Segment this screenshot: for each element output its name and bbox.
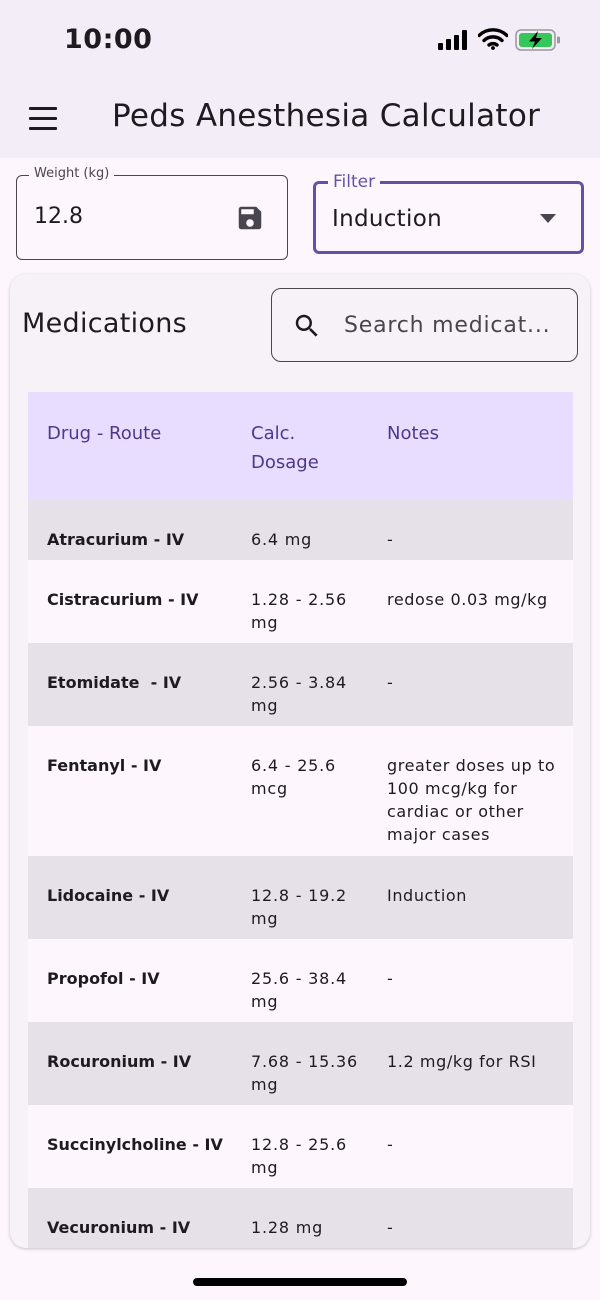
hamburger-menu-icon [29, 117, 57, 120]
cell-notes: - [387, 530, 394, 549]
table-row[interactable] [28, 1188, 573, 1248]
header-calc-dosage[interactable]: Calc. Dosage [251, 423, 319, 473]
table-row[interactable] [28, 643, 573, 726]
search-icon [292, 311, 322, 341]
wifi-icon [478, 28, 508, 50]
table-header [28, 392, 573, 500]
medications-title: Medications [22, 308, 188, 339]
cell-dosage: 25.6 - 38.4 mg [251, 969, 347, 1011]
cell-notes: - [387, 1135, 394, 1154]
table-row[interactable] [28, 726, 573, 856]
hamburger-menu-icon [29, 107, 57, 110]
app-title: Peds Anesthesia Calculator [112, 98, 541, 134]
cell-drug: Vecuronium - IV [47, 1218, 191, 1237]
header-drug-route[interactable]: Drug - Route [47, 423, 162, 444]
save-icon[interactable] [235, 203, 265, 233]
hamburger-menu-icon [29, 127, 57, 130]
menu-button[interactable] [20, 98, 66, 140]
table-row[interactable] [28, 500, 573, 560]
cell-drug: Fentanyl - IV [47, 756, 162, 775]
cell-notes: 1.2 mg/kg for RSI [387, 1052, 537, 1071]
filter-dropdown[interactable] [313, 172, 584, 254]
table-row[interactable] [28, 560, 573, 643]
cell-drug: Lidocaine - IV [47, 886, 170, 905]
weight-value[interactable]: 12.8 [34, 204, 83, 229]
weight-field[interactable] [16, 166, 288, 260]
app-bar [0, 80, 600, 158]
status-bar [0, 0, 600, 80]
cell-notes: - [387, 673, 394, 692]
cell-notes: - [387, 969, 394, 988]
cell-dosage: 1.28 - 2.56 mg [251, 590, 347, 632]
home-indicator[interactable] [193, 1278, 407, 1286]
status-time: 10:00 [64, 24, 153, 55]
cell-dosage: 7.68 - 15.36 mg [251, 1052, 358, 1094]
cell-dosage: 1.28 mg [251, 1218, 324, 1237]
cell-notes: greater doses up to 100 mcg/kg for cardiac or other major cases [387, 756, 556, 844]
battery-charging-icon [515, 29, 561, 51]
filter-selected-value: Induction [332, 206, 442, 232]
weight-label: Weight (kg) [29, 166, 114, 181]
medication-search[interactable] [271, 288, 578, 362]
filter-label: Filter [328, 172, 380, 192]
cell-drug: Rocuronium - IV [47, 1052, 192, 1071]
search-input[interactable] [344, 309, 564, 341]
cell-dosage: 6.4 mg [251, 530, 313, 549]
cell-drug: Etomidate - IV [47, 673, 182, 692]
table-row[interactable] [28, 1105, 573, 1188]
cell-dosage: 12.8 - 25.6 mg [251, 1135, 347, 1177]
dropdown-arrow-icon[interactable] [540, 214, 556, 224]
cell-drug: Succinylcholine - IV [47, 1135, 223, 1154]
table-row[interactable] [28, 1022, 573, 1105]
medications-table [28, 392, 573, 1248]
cell-notes: redose 0.03 mg/kg [387, 590, 548, 609]
cell-notes: - [387, 1218, 394, 1237]
cell-drug: Cistracurium - IV [47, 590, 199, 609]
table-row[interactable] [28, 856, 573, 939]
medications-card [10, 274, 590, 1248]
cell-notes: Induction [387, 886, 468, 905]
cell-drug: Propofol - IV [47, 969, 160, 988]
cell-dosage: 12.8 - 19.2 mg [251, 886, 347, 928]
cell-drug: Atracurium - IV [47, 530, 185, 549]
header-notes[interactable]: Notes [387, 423, 439, 444]
cell-dosage: 2.56 - 3.84 mg [251, 673, 347, 715]
cell-dosage: 6.4 - 25.6 mcg [251, 756, 337, 798]
cellular-signal-icon [438, 30, 470, 50]
table-row[interactable] [28, 939, 573, 1022]
